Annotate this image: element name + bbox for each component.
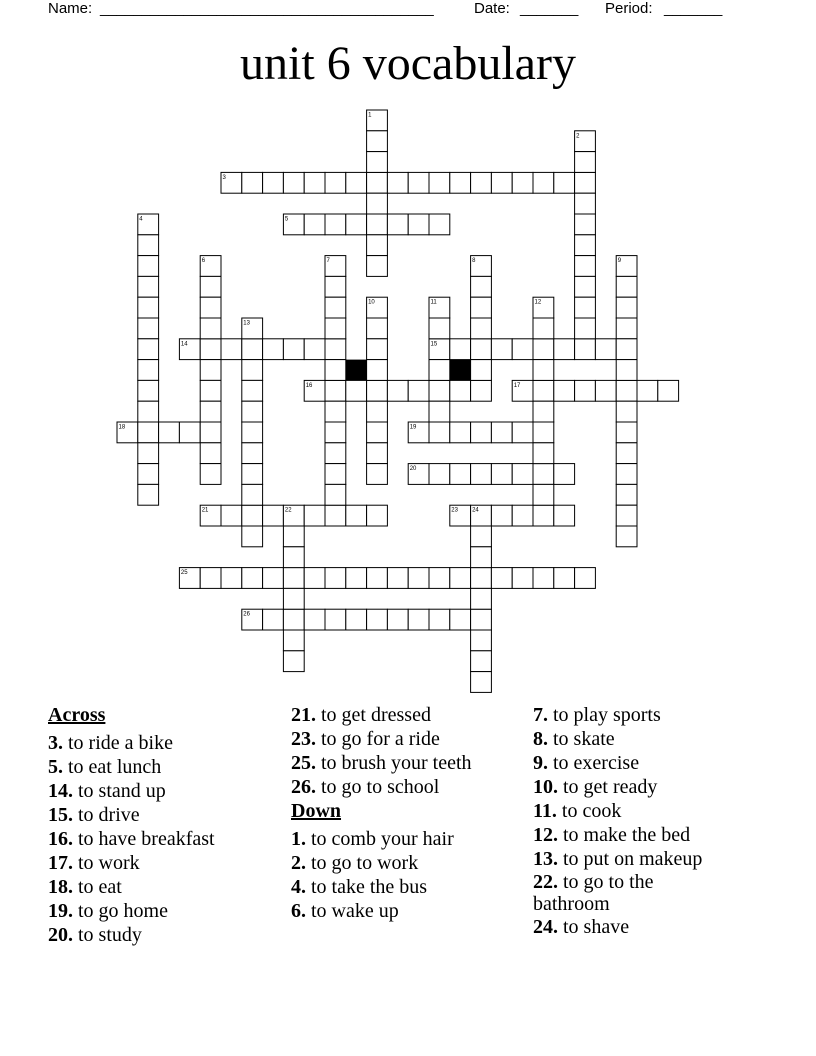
clue-number: 25: [180, 570, 188, 577]
grid-cell[interactable]: [533, 339, 554, 360]
grid-cell[interactable]: [325, 297, 346, 318]
grid-cell[interactable]: [491, 422, 512, 443]
grid-cell[interactable]: [575, 339, 596, 360]
grid-cell[interactable]: [367, 568, 388, 589]
clue-number: 18: [118, 424, 126, 431]
grid-cell[interactable]: [471, 609, 492, 630]
grid-cell[interactable]: [138, 464, 159, 485]
date-blank[interactable]: _______: [520, 0, 579, 17]
grid-cell[interactable]: [283, 339, 304, 360]
grid-cell[interactable]: [325, 609, 346, 630]
clue-number: 15: [430, 341, 438, 348]
grid-cell[interactable]: [200, 464, 221, 485]
clue-down-24: 24. to shave: [533, 916, 630, 938]
grid-cell[interactable]: [200, 568, 221, 589]
clue-number: 6: [201, 258, 206, 265]
grid-cell[interactable]: [429, 214, 450, 235]
grid-cell[interactable]: [471, 172, 492, 193]
grid-cell[interactable]: [304, 339, 325, 360]
grid-cell[interactable]: [304, 505, 325, 526]
grid-cell[interactable]: [304, 214, 325, 235]
grid-cell[interactable]: [429, 380, 450, 401]
grid-cell[interactable]: [325, 172, 346, 193]
grid-cell[interactable]: [554, 505, 575, 526]
grid-cell[interactable]: [512, 422, 533, 443]
across-heading: Across: [48, 704, 106, 726]
grid-cell[interactable]: [575, 568, 596, 589]
grid-cell[interactable]: [159, 422, 180, 443]
clue-number: 5: [284, 216, 289, 223]
down-heading: Down: [291, 800, 342, 822]
grid-cell[interactable]: [367, 214, 388, 235]
grid-cell[interactable]: [325, 464, 346, 485]
clue-number: 22: [284, 507, 292, 514]
grid-cell[interactable]: [283, 630, 304, 651]
grid-cell[interactable]: [554, 172, 575, 193]
clue-number: 2: [576, 133, 580, 140]
grid-cell[interactable]: [138, 256, 159, 277]
grid-cell[interactable]: [471, 360, 492, 381]
grid-cell[interactable]: [304, 609, 325, 630]
grid-cell[interactable]: [325, 360, 346, 381]
clue-across-20: 20. to study: [48, 924, 142, 946]
grid-cell[interactable]: [325, 380, 346, 401]
grid-cell[interactable]: [263, 609, 284, 630]
grid-cell[interactable]: [200, 360, 221, 381]
clue-across-18: 18. to eat: [48, 876, 122, 898]
grid-cell[interactable]: [471, 297, 492, 318]
grid-cell[interactable]: [242, 401, 263, 422]
clue-number: 14: [180, 341, 188, 348]
grid-cell[interactable]: [575, 318, 596, 339]
clue-number: 4: [139, 216, 143, 223]
grid-cell[interactable]: [533, 380, 554, 401]
grid-cell[interactable]: [637, 380, 658, 401]
grid-cell[interactable]: [325, 484, 346, 505]
grid-cell[interactable]: [408, 214, 429, 235]
grid-cell[interactable]: [554, 339, 575, 360]
shaded-square: [346, 360, 367, 381]
clue-down-4: 4. to take the bus: [291, 876, 428, 898]
grid-cell[interactable]: [533, 360, 554, 381]
name-label: Name:: [48, 0, 93, 17]
clue-number: 1: [368, 112, 372, 119]
grid-cell[interactable]: [387, 214, 408, 235]
grid-cell[interactable]: [346, 609, 367, 630]
grid-cell[interactable]: [304, 172, 325, 193]
grid-cell[interactable]: [283, 651, 304, 672]
grid-cell[interactable]: [367, 505, 388, 526]
grid-cell[interactable]: [471, 380, 492, 401]
clue-across-23: 23. to go for a ride: [291, 728, 440, 750]
grid-cell[interactable]: [242, 172, 263, 193]
clue-down-1: 1. to comb your hair: [291, 828, 454, 850]
grid-cell[interactable]: [346, 505, 367, 526]
grid-cell[interactable]: [450, 568, 471, 589]
grid-cell[interactable]: [138, 360, 159, 381]
grid-cell[interactable]: [200, 443, 221, 464]
clue-across-19: 19. to go home: [48, 900, 168, 922]
grid-cell[interactable]: [221, 568, 242, 589]
clue-down-2: 2. to go to work: [291, 852, 419, 874]
grid-cell[interactable]: [533, 422, 554, 443]
grid-cell[interactable]: [346, 172, 367, 193]
grid-cell[interactable]: [242, 422, 263, 443]
grid-cell[interactable]: [367, 235, 388, 256]
grid-cell[interactable]: [450, 172, 471, 193]
grid-cell[interactable]: [138, 443, 159, 464]
grid-cell[interactable]: [533, 464, 554, 485]
grid-cell[interactable]: [491, 339, 512, 360]
grid-cell[interactable]: [471, 526, 492, 547]
grid-cell[interactable]: [200, 297, 221, 318]
grid-cell[interactable]: [616, 443, 637, 464]
grid-cell[interactable]: [471, 651, 492, 672]
grid-cell[interactable]: [575, 297, 596, 318]
grid-cell[interactable]: [575, 235, 596, 256]
clue-down-8: 8. to skate: [533, 728, 615, 750]
grid-cell[interactable]: [450, 609, 471, 630]
grid-cell[interactable]: [283, 588, 304, 609]
grid-cell[interactable]: [408, 609, 429, 630]
grid-cell[interactable]: [616, 276, 637, 297]
clue-number: 24: [472, 507, 479, 514]
period-label: Period:: [605, 0, 653, 17]
clue-number: 17: [513, 382, 521, 389]
grid-cell[interactable]: [283, 526, 304, 547]
clue-number: 11: [430, 299, 437, 306]
grid-cell[interactable]: [242, 464, 263, 485]
grid-cell[interactable]: [242, 568, 263, 589]
clue-column-1: [48, 703, 288, 947]
grid-cell[interactable]: [283, 609, 304, 630]
clue-down-9: 9. to exercise: [533, 752, 640, 774]
grid-cell[interactable]: [554, 380, 575, 401]
grid-cell[interactable]: [575, 152, 596, 173]
grid-cell[interactable]: [367, 401, 388, 422]
grid-cell[interactable]: [512, 464, 533, 485]
grid-cell[interactable]: [367, 464, 388, 485]
clue-number: 26: [243, 611, 250, 618]
grid-cell[interactable]: [346, 380, 367, 401]
grid-cell[interactable]: [304, 568, 325, 589]
grid-cell[interactable]: [512, 339, 533, 360]
grid-cell[interactable]: [491, 568, 512, 589]
grid-cell[interactable]: [325, 568, 346, 589]
clue-number: 7: [326, 258, 330, 265]
grid-cell[interactable]: [242, 339, 263, 360]
clue-number: 19: [409, 424, 417, 431]
grid-cell[interactable]: [325, 276, 346, 297]
grid-cell[interactable]: [387, 172, 408, 193]
clue-across-26: 26. to go to school: [291, 776, 440, 798]
clue-down-12: 12. to make the bed: [533, 824, 691, 846]
clue-across-17: 17. to work: [48, 852, 140, 874]
grid-cell[interactable]: [595, 339, 616, 360]
grid-cell[interactable]: [242, 380, 263, 401]
grid-cell[interactable]: [491, 505, 512, 526]
grid-cell[interactable]: [367, 339, 388, 360]
grid-cell[interactable]: [200, 339, 221, 360]
grid-cell[interactable]: [367, 172, 388, 193]
grid-cell[interactable]: [575, 214, 596, 235]
grid-cell[interactable]: [346, 214, 367, 235]
grid-cell[interactable]: [387, 380, 408, 401]
grid-cell[interactable]: [533, 401, 554, 422]
grid-cell[interactable]: [429, 401, 450, 422]
grid-cell[interactable]: [429, 422, 450, 443]
grid-cell[interactable]: [616, 505, 637, 526]
grid-cell[interactable]: [387, 609, 408, 630]
grid-cell[interactable]: [512, 568, 533, 589]
grid-cell[interactable]: [575, 380, 596, 401]
clue-across-14: 14. to stand up: [48, 780, 166, 802]
grid-cell[interactable]: [200, 401, 221, 422]
grid-cell[interactable]: [242, 505, 263, 526]
clue-down-10: 10. to get ready: [533, 776, 658, 798]
grid-cell[interactable]: [616, 401, 637, 422]
grid-cell[interactable]: [471, 672, 492, 693]
grid-cell[interactable]: [367, 193, 388, 214]
grid-cell[interactable]: [387, 568, 408, 589]
grid-cell[interactable]: [325, 339, 346, 360]
grid-cell[interactable]: [533, 568, 554, 589]
grid-cell[interactable]: [283, 568, 304, 589]
grid-cell[interactable]: [533, 484, 554, 505]
grid-cell[interactable]: [408, 172, 429, 193]
grid-cell[interactable]: [367, 609, 388, 630]
grid-cell[interactable]: [429, 609, 450, 630]
clue-column-3: [533, 703, 783, 939]
clue-number: 20: [409, 466, 417, 473]
clue-column-2: [291, 703, 531, 923]
clue-down-11: 11. to cook: [533, 800, 622, 822]
clue-number: 3: [222, 174, 226, 181]
clue-number: 13: [243, 320, 250, 327]
grid-cell[interactable]: [429, 360, 450, 381]
grid-cell[interactable]: [575, 172, 596, 193]
clue-number: 8: [472, 258, 476, 265]
grid-cell[interactable]: [471, 588, 492, 609]
grid-cell[interactable]: [367, 131, 388, 152]
grid-cell[interactable]: [471, 464, 492, 485]
grid-cell[interactable]: [367, 256, 388, 277]
grid-cell[interactable]: [138, 339, 159, 360]
grid-cell[interactable]: [450, 380, 471, 401]
grid-cell[interactable]: [325, 318, 346, 339]
grid-cell[interactable]: [450, 464, 471, 485]
grid-cell[interactable]: [554, 568, 575, 589]
grid-cell[interactable]: [242, 526, 263, 547]
grid-cell[interactable]: [200, 318, 221, 339]
grid-cell[interactable]: [325, 401, 346, 422]
grid-cell[interactable]: [450, 339, 471, 360]
clue-down-13: 13. to put on makeup: [533, 848, 703, 870]
grid-cell[interactable]: [200, 276, 221, 297]
clue-number: 10: [368, 299, 375, 306]
grid-cell[interactable]: [138, 276, 159, 297]
grid-cell[interactable]: [221, 339, 242, 360]
grid-cell[interactable]: [138, 484, 159, 505]
grid-cell[interactable]: [575, 193, 596, 214]
clue-across-5: 5. to eat lunch: [48, 756, 162, 778]
clue-across-16: 16. to have breakfast: [48, 828, 215, 850]
grid-cell[interactable]: [471, 339, 492, 360]
grid-cell[interactable]: [367, 443, 388, 464]
grid-cell[interactable]: [533, 172, 554, 193]
grid-cell[interactable]: [616, 526, 637, 547]
grid-cell[interactable]: [346, 568, 367, 589]
date-label: Date:: [474, 0, 510, 17]
grid-cell[interactable]: [429, 318, 450, 339]
grid-cell[interactable]: [263, 172, 284, 193]
grid-cell[interactable]: [471, 276, 492, 297]
grid-cell[interactable]: [554, 464, 575, 485]
grid-cell[interactable]: [533, 318, 554, 339]
grid-cell[interactable]: [658, 380, 679, 401]
grid-cell[interactable]: [575, 276, 596, 297]
grid-cell[interactable]: [471, 422, 492, 443]
clue-number: 9: [617, 258, 622, 265]
grid-cell[interactable]: [471, 630, 492, 651]
grid-cell[interactable]: [242, 443, 263, 464]
grid-cell[interactable]: [429, 464, 450, 485]
name-blank[interactable]: ________________________________________: [100, 0, 434, 17]
grid-cell[interactable]: [491, 464, 512, 485]
grid-cell[interactable]: [616, 360, 637, 381]
grid-cell[interactable]: [491, 172, 512, 193]
grid-cell[interactable]: [325, 443, 346, 464]
grid-cell[interactable]: [408, 568, 429, 589]
grid-cell[interactable]: [283, 172, 304, 193]
grid-cell[interactable]: [367, 422, 388, 443]
grid-cell[interactable]: [512, 172, 533, 193]
grid-cell[interactable]: [616, 422, 637, 443]
grid-cell[interactable]: [616, 318, 637, 339]
clue-number: 21: [201, 507, 209, 514]
grid-cell[interactable]: [242, 360, 263, 381]
clue-across-25: 25. to brush your teeth: [291, 752, 472, 774]
grid-cell[interactable]: [367, 380, 388, 401]
grid-cell[interactable]: [138, 235, 159, 256]
grid-cell[interactable]: [471, 568, 492, 589]
grid-cell[interactable]: [616, 297, 637, 318]
grid-cell[interactable]: [429, 568, 450, 589]
grid-cell[interactable]: [179, 422, 200, 443]
period-blank[interactable]: _______: [664, 0, 723, 17]
grid-cell[interactable]: [367, 152, 388, 173]
grid-cell[interactable]: [533, 443, 554, 464]
grid-cell[interactable]: [138, 422, 159, 443]
grid-cell[interactable]: [242, 484, 263, 505]
grid-cell[interactable]: [325, 214, 346, 235]
clue-number: 12: [534, 299, 542, 306]
grid-cell[interactable]: [450, 422, 471, 443]
grid-cell[interactable]: [471, 318, 492, 339]
grid-cell[interactable]: [200, 422, 221, 443]
grid-cell[interactable]: [575, 256, 596, 277]
grid-cell[interactable]: [512, 505, 533, 526]
grid-cell[interactable]: [325, 422, 346, 443]
grid-cell[interactable]: [616, 484, 637, 505]
clue-number: 16: [305, 382, 313, 389]
clue-down-7: 7. to play sports: [533, 704, 661, 726]
clue-number: 23: [451, 507, 458, 514]
grid-cell[interactable]: [408, 380, 429, 401]
grid-cell[interactable]: [200, 380, 221, 401]
clue-across-15: 15. to drive: [48, 804, 140, 826]
grid-cell[interactable]: [616, 380, 637, 401]
page-title: unit 6 vocabulary: [240, 37, 576, 90]
grid-cell[interactable]: [263, 568, 284, 589]
clue-down-6: 6. to wake up: [291, 900, 399, 922]
grid-cell[interactable]: [367, 318, 388, 339]
grid-cell[interactable]: [138, 401, 159, 422]
clue-across-21: 21. to get dressed: [291, 704, 431, 726]
clue-across-3: 3. to ride a bike: [48, 732, 173, 754]
grid-cell[interactable]: [367, 360, 388, 381]
grid-cell[interactable]: [138, 297, 159, 318]
grid-cell[interactable]: [138, 318, 159, 339]
grid-cell[interactable]: [616, 339, 637, 360]
grid-cell[interactable]: [263, 339, 284, 360]
grid-cell[interactable]: [595, 380, 616, 401]
grid-cell[interactable]: [283, 547, 304, 568]
grid-cell[interactable]: [325, 505, 346, 526]
grid-cell[interactable]: [471, 547, 492, 568]
grid-cell[interactable]: [221, 505, 242, 526]
grid-cell[interactable]: [616, 464, 637, 485]
grid-cell[interactable]: [138, 380, 159, 401]
clue-down-22: 22. to go to the bathroom: [533, 871, 654, 915]
shaded-square: [450, 360, 471, 381]
grid-cell[interactable]: [263, 505, 284, 526]
grid-cell[interactable]: [429, 172, 450, 193]
grid-cell[interactable]: [533, 505, 554, 526]
